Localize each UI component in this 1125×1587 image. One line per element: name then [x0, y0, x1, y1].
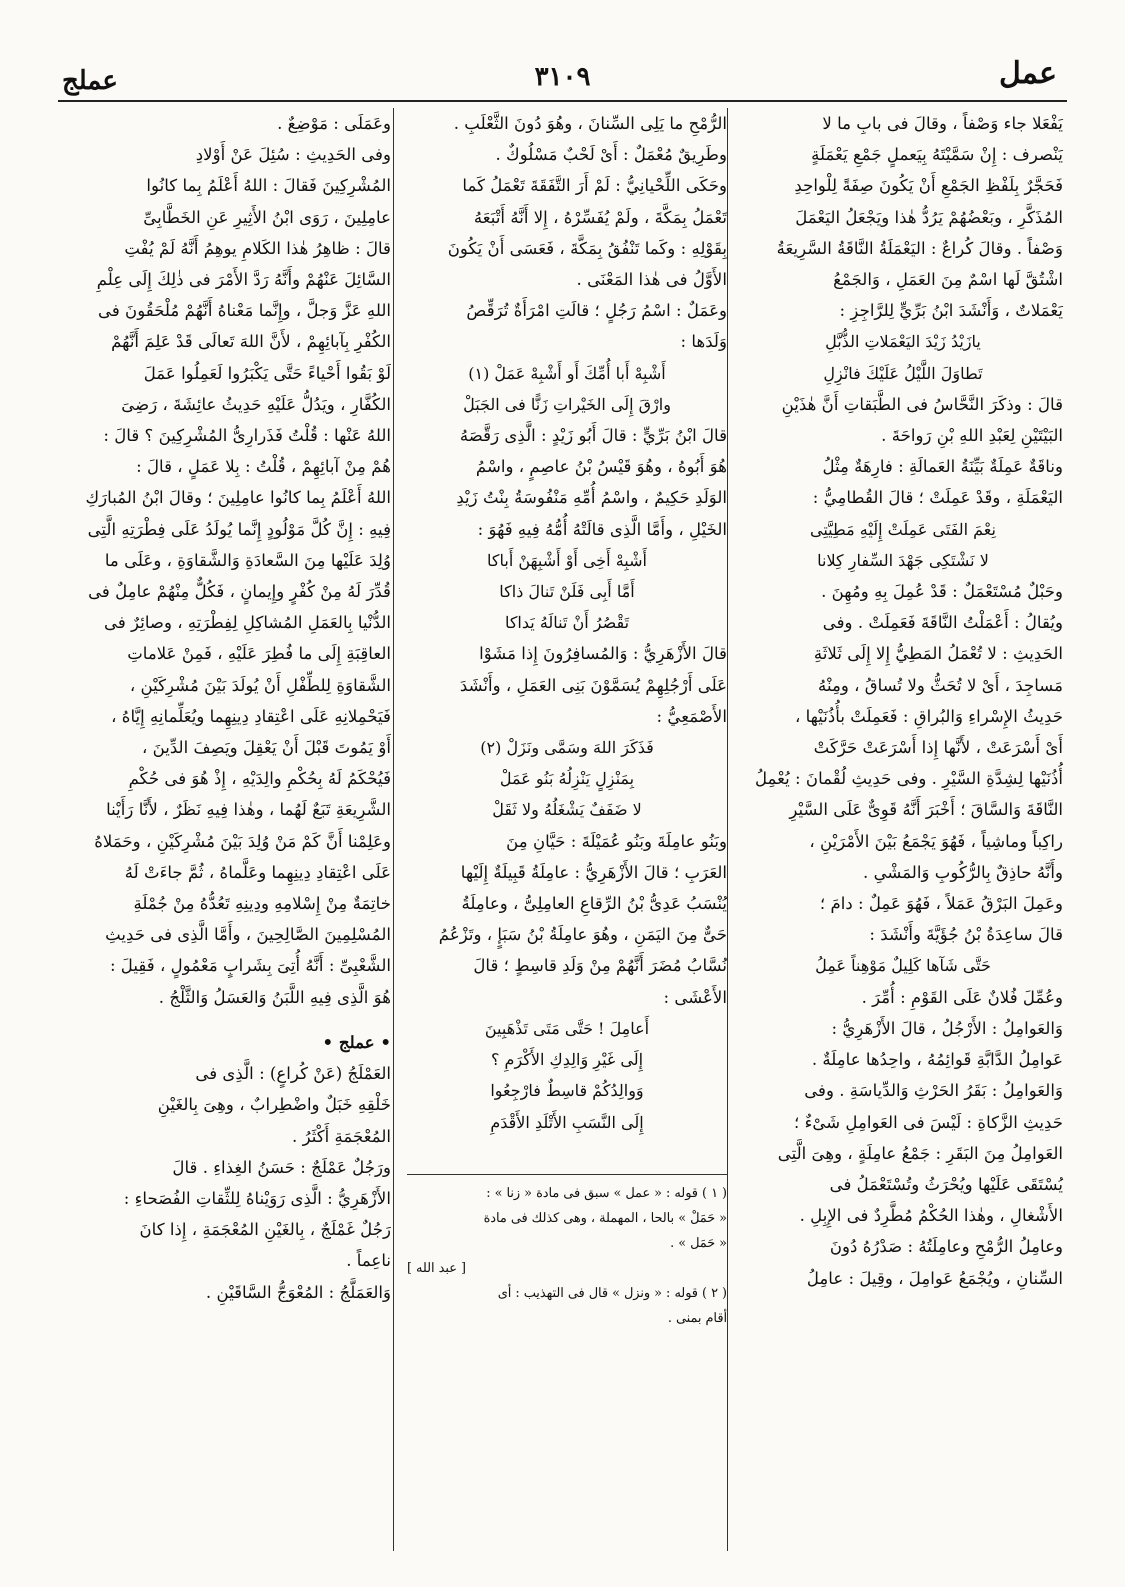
- text-line: وبَنُو عامِلَةَ وبَنُو عُمَيْلَةَ : حَيَّانِ مِنَ: [506, 831, 727, 851]
- text-line: أُذُنَيْها لِشِدَّةِ السَّيْرِ . وفى حَدِيثِ لُقْمانَ : يُعْمِلُ: [754, 769, 1063, 789]
- verse-line: أَعامِلَ ! حَتَّى مَتَى تَذْهَبِينَ: [484, 1018, 650, 1038]
- text-line: المُسْلِمِينَ الصَّالِحِينَ ، وأَمَّا الَّذِى فى حَدِيثِ: [105, 925, 391, 945]
- text-line: حَدِيثِ الزَّكاةِ : لَيْسَ فى العَوامِلِ شَىْءٌ ؛: [794, 1112, 1063, 1132]
- text-line: هُوَ أَبُوهُ ، وهُوَ قَيْسُ بْنُ عاصِمٍ ، واسْمُ: [475, 457, 727, 477]
- text-line: يَعْمَلاتٌ ، وَأَنْشَدَ ابْنُ بَرِّيٍّ لِلرَّاجِزِ :: [839, 301, 1063, 321]
- header-rule: [58, 100, 1067, 102]
- text-line: حَدِيثُ الإِسْراءِ وَالبُراقِ : فَعَمِلَتْ بأُذُنَيْها ،: [794, 706, 1063, 726]
- verse-line: وَوالِدُكُمْ قاسِطٌ فارْجِعُوا: [490, 1081, 644, 1101]
- text-line: وعَمَلٌ : اسْمُ رَجُلٍ ؛ قالَتِ امْرَأَةٌ تُرَقِّصُ: [466, 301, 727, 321]
- text-line: اليَعْمَلَةِ ، وقَدْ عَمِلَتْ ؛ قالَ القُطامِيُّ :: [812, 488, 1063, 508]
- text-line: عَلَى اعْتِقادِ دِينِهِما وعَلَّماهُ ، ثُمَّ جاءَتْ لَهُ: [124, 862, 391, 882]
- text-line: الحَدِيثِ : لا تُعْمَلُ المَطِيُّ إِلا إِلَى ثَلاثَةِ: [813, 644, 1063, 664]
- entry-headword: • عملج •: [322, 1031, 391, 1052]
- text-line: حَىٌّ مِنَ اليَمَنِ ، وهُوَ عامِلَةُ بْنُ سَبَإٍ ، وتَزْعُمُ: [438, 925, 727, 945]
- text-line: وناقَةٌ عَمِلَةٌ بَيِّنَةُ العَمالَةِ : فارِهَةٌ مِثْلُ: [822, 457, 1063, 477]
- column-divider: [727, 108, 728, 1551]
- verse-line: تَقْصُرُ أَنْ تَنالَهُ يَداكا: [504, 613, 630, 633]
- verse-line: لا ضَفَفٌ يَشْغَلُهُ ولا ثَقَلْ: [492, 800, 642, 820]
- page-header: [40, 52, 1085, 102]
- verse-line: أَشْبِهْ أَخِى أَوْ أَشْبِهَنْ أَباكا: [487, 550, 647, 570]
- text-column-right: [743, 108, 1063, 1557]
- text-line: قالَ الأَزْهَرِيُّ : وَالمُسافِرُونَ إِذا مَشَوْا: [479, 644, 727, 664]
- text-line: وفى الحَدِيثِ : سُئِلَ عَنْ أَوْلادِ: [195, 145, 391, 165]
- text-line: رَجُلٌ غَمْلَجٌ ، بِالغَيْنِ المُعْجَمَةِ ، إِذا كانَ: [139, 1220, 391, 1240]
- running-headword-left: عملج: [62, 66, 118, 96]
- text-line: اشْتُقَّ لَها اسْمٌ مِنَ العَمَلِ ، وَالجَمْعُ: [833, 270, 1063, 290]
- text-line: خَلْقِهِ خَبَلٌ واضْطِرابٌ ، وهِىَ بِالغَيْنِ: [157, 1095, 391, 1115]
- text-line: فَيَحْمِلانِهِ عَلَى اعْتِقادِ دِينِهِما ويُعَلِّمانِهِ إِيَّاهُ ،: [111, 706, 391, 726]
- footnote-line: أقام بمنى .: [667, 1310, 727, 1326]
- verse-line: أَمَّا أَبِى فَلَنْ تَنالَ ذاكا: [499, 582, 635, 602]
- text-line: ورَجُلٌ عَمْلَجٌ : حَسَنُ الغِذاءِ . قالَ: [172, 1157, 391, 1177]
- text-line: النَّاقَةَ وَالسَّاقَ ؛ أَخْبَرَ أَنَّهُ قَوِىٌّ عَلَى السَّيْرِ: [789, 800, 1063, 820]
- text-line: البَيْتَيْنِ لِعَبْدِ اللهِ بْنِ رَواحَةَ .: [881, 426, 1063, 446]
- text-line: الشَّعْبِىِّ : أَنَّهُ أُتِىَ بِشَرابٍ مَعْمُولٍ ، فَقِيلَ :: [109, 956, 391, 976]
- text-line: راكِباً وماشِياً ، فَهُوَ يَجْمَعُ بَيْنَ الأَمْرَيْنِ ،: [809, 831, 1063, 851]
- text-line: عَلَى أَرْجُلِهِمْ يُسَمَّوْنَ بَنِى العَمَلِ ، وأَنْشَدَ: [459, 675, 727, 695]
- verse-line: فَذَكَرَ اللهَ وسَمَّى ونَزَلْ (٢): [480, 738, 654, 758]
- text-column-middle: [407, 108, 727, 1557]
- text-line: وحَبْلٌ مُسْتَعْمَلٌ : قَدْ عُمِلَ بِهِ ومُهِنَ .: [821, 582, 1063, 602]
- text-line: قالَ ساعِدَةُ بْنُ جُؤَيَّةَ وأَنْشَدَ :: [869, 925, 1063, 945]
- text-line: العَوامِلُ مِنَ البَقَرِ : جَمْعُ عامِلَةٍ ، وهِىَ الَّتِى: [777, 1143, 1063, 1163]
- text-line: خاتِمَةٌ مِنْ إِسْلامِهِ ودِينِهِ تَعُدُّهُ مِنْ جُمْلَةِ: [133, 894, 391, 914]
- verse-line: لا نَشْتَكِى جَهْدَ السِّفارِ كِلانا: [817, 550, 989, 570]
- column-divider: [393, 108, 394, 1551]
- text-line: وعَمَلَى : مَوْضِعٌ .: [277, 114, 391, 133]
- verse-line: حَتَّى شَآها كَلِيلٌ مَوْهِناً عَمِلُ: [815, 956, 991, 976]
- footnote-line: ( ١ ) قوله : « عمل » سبق فى مادة « زنا » :: [486, 1185, 727, 1201]
- text-line: يُسْتَقَى عَلَيْها ويُحْرَثُ وتُسْتَعْمَلُ فى: [829, 1174, 1063, 1194]
- verse-line: إِلَى النَّسَبِ الأَتْلَدِ الأَقْدَمِ: [490, 1112, 644, 1132]
- running-headword-right: عمل: [999, 56, 1057, 91]
- text-line: الأَزْهَرِيُّ : الَّذِى رَوَيْناهُ لِلثِّقاتِ الفُصَحاءِ :: [123, 1188, 391, 1208]
- text-line: الأَوَّلُ فى هٰذا المَعْنَى .: [576, 270, 727, 290]
- text-line: يُنْسَبُ عَدِىُّ بْنُ الرِّقاعِ العامِلِىُّ ، وعامِلَةُ: [461, 894, 727, 914]
- text-line: بِقَوْلِهِ : وكَما تَنْفُقُ بِمَكَّةَ ، فَعَسَى أَنْ يَكُونَ: [447, 238, 727, 258]
- text-line: ناعِماً .: [346, 1251, 391, 1271]
- text-line: يَفْعَلا جاء وَصْفاً ، وقالَ فى بابِ ما لا: [822, 114, 1063, 133]
- text-line: اللهُ أَعْلَمُ بِما كانُوا عامِلِينَ ؛ وقالَ ابْنُ المُبارَكِ: [85, 488, 391, 508]
- text-line: الأَصْمَعِيُّ :: [656, 706, 727, 726]
- text-line: قالَ ابْنُ بَرِّيٍّ : قالَ أَبُو زَيْدٍ : الَّذِى رَقَّصَهُ: [459, 426, 727, 446]
- text-line: نُسَّابُ مُضَرَ أَنَّهُمْ مِنْ وَلَدِ قاسِطٍ ؛ قالَ: [473, 956, 727, 976]
- text-line: عَوامِلُ الدَّابَّةِ قَوائِمُهُ ، واحِدُها عامِلَةٌ .: [811, 1050, 1063, 1070]
- text-line: وَالعَوامِلُ : الأَرْجُلُ ، قالَ الأَزْهَرِيُّ :: [831, 1018, 1063, 1038]
- text-line: المُشْرِكِينَ فَقالَ : اللهُ أَعْلَمُ بِما كانُوا: [146, 176, 391, 196]
- verse-line: أَشْبِهْ أَبا أُمِّكَ أَو أَشْبِهْ عَمَلْ (١): [468, 363, 666, 383]
- footnote-signature: [ عبد الله ]: [407, 1260, 466, 1276]
- footnote-line: « حَمَلْ » بالحا ، المهملة ، وهى كذلك فى مادة: [483, 1210, 727, 1226]
- text-line: هُمْ مِنْ آبائِهِمْ ، قُلْتُ : بِلا عَمَلٍ ، قالَ :: [136, 457, 391, 477]
- verse-line: يازَيْدُ زَيْدَ اليَعْمَلاتِ الذُّبَّلِ: [825, 332, 981, 352]
- text-line: وطَرِيقٌ مُعْمَلٌ : أَىْ لَحْبٌ مَسْلُوكٌ .: [495, 145, 727, 165]
- text-line: السِّنانِ ، ويُجْمَعُ عَوامِلَ ، وقِيلَ : عامِلُ: [806, 1268, 1063, 1288]
- text-line: العاقِبَةِ إِلَى ما فُطِرَ عَلَيْهِ ، فَمِنْ عَلاماتِ: [127, 644, 391, 664]
- text-line: الشَّقاوَةِ لِلطِّفْلِ أَنْ يُولَدَ بَيْنَ مُشْرِكَيْنِ ،: [129, 675, 391, 695]
- footnote-line: ( ٢ ) قوله : « ونزل » قال فى التهذيب : أى: [497, 1285, 727, 1301]
- verse-line: تَطاوَلَ اللَّيْلُ عَلَيْكَ فانْزِلِ: [823, 363, 983, 383]
- text-line: العَرَبِ ؛ قالَ الأَزْهَرِيُّ : عامِلَةُ قَبِيلَةٌ إِلَيْها: [460, 862, 727, 882]
- text-line: المُذَكَّرِ ، وبَعْضُهُمْ يَرُدُّ هٰذا ويَجْعَلُ اليَعْمَلَ: [795, 207, 1063, 227]
- verse-line: إِلَى غَيْرِ وَالِدِكِ الأَكْرَمِ ؟: [490, 1050, 644, 1070]
- text-line: وَالعَوامِلُ : بَقَرُ الحَرْثِ وَالدِّياسَةِ . وفى: [804, 1081, 1063, 1101]
- text-line: اللهُ عَنْها : قُلْتُ فَذَرارِىُّ المُشْرِكِينَ ؟ قالَ :: [103, 426, 391, 446]
- text-line: وُلِدَ عَلَيْها مِنَ السَّعادَةِ وَالشَّقاوَةِ ، وعَلَى ما: [104, 550, 391, 570]
- page-number: ٣١٠٩: [534, 62, 591, 92]
- text-line: وأَنَّهُ حاذِقٌ بِالرُّكُوبِ وَالمَشْىِ .: [863, 862, 1063, 882]
- text-line: وَصْفاً . وقالَ كُراعٌ : اليَعْمَلَةُ النَّاقَةُ السَّرِيعَةُ: [776, 238, 1063, 258]
- text-line: هُوَ الَّذِى فِيهِ اللَّبَنُ وَالعَسَلُ وَالثَّلْجُ .: [158, 987, 391, 1007]
- text-line: العَمْلَجُ (عَنْ كُراعٍ) : الَّذِى فى: [195, 1064, 391, 1084]
- text-line: يَنْصرف : إِنْ سَمَّيْتَهُ بِيَعملٍ جَمْعِ يَعْمَلَةٍ: [811, 145, 1063, 165]
- text-line: المُعْجَمَةِ أَكْثَرُ .: [292, 1126, 391, 1146]
- text-line: وحَكَى اللِّحْيانِيُّ : لَمْ أَرَ التَّفَقَةَ تَعْمَلُ كَما: [462, 176, 727, 196]
- footnotes: [407, 1174, 727, 1331]
- text-line: وَالعَمَلَّجُ : المُعْوَجُّ السَّاقَيْنِ .: [205, 1282, 391, 1302]
- text-line: اللهِ عَزَّ وَجلَّ ، وإِنَّما مَعْناهُ أَنَّهُمْ مُلْحَقُونَ فى: [98, 301, 391, 321]
- text-line: الأَعْشَى :: [663, 987, 727, 1007]
- text-line: وعامِلُ الرُّمْحِ وعامِلَتُهُ : صَدْرُهُ دُونَ: [829, 1237, 1063, 1257]
- text-line: لَوْ بَقُوا أَحْياءً حَتَّى يَكْبَرُوا لَعَمِلُوا عَمَلَ: [143, 363, 391, 383]
- text-line: الرُّمْحِ ما يَلِى السِّنانَ ، وهُوَ دُونَ الثَّعْلَبِ .: [453, 114, 727, 133]
- text-line: قُدِّرَ لَهُ مِنْ كُفْرٍ وإِيمانٍ ، فَكُلٌّ مِنْهُمْ عامِلٌ فى: [88, 582, 391, 602]
- text-line: الكُفْرِ بِآبائِهِمْ ، لأَنَّ اللهَ تَعالَى قَدْ عَلِمَ أَنَّهُمْ: [111, 332, 391, 352]
- text-line: الأَشْغالِ ، وهٰذا الحُكْمُ مُطَّرِدٌ فى الإِبِلِ .: [799, 1206, 1063, 1226]
- text-line: السَّائِلَ عَنْهُمْ وأَنَّهُ رَدَّ الأَمْرَ فى ذٰلِكَ إِلَى عِلْمِ: [96, 270, 391, 290]
- text-line: فَحَجَّرٌ بِلَفْظِ الجَمْعِ أَنْ يَكُونَ صِفَةً لِلْواحِدِ: [794, 176, 1063, 196]
- text-line: قالَ : وذكَرَ النَّحَّاسُ فى الطَّبَقاتِ أَنَّ هٰذَيْنِ: [781, 394, 1063, 414]
- text-line: وَلَدَها :: [680, 332, 727, 352]
- verse-line: وارْقَ إِلَى الخَيْراتِ زَنًّا فى الجَبَلْ: [463, 394, 671, 414]
- text-line: الدُّنْيا بِالعَمَلِ المُشاكِلِ لِفِطْرَتِهِ ، وصائِرٌ فى: [104, 613, 391, 633]
- text-line: مَساجِدَ ، أَىْ لا تُحَثُّ ولا تُساقُ ، ومِنْهُ: [818, 675, 1063, 695]
- text-line: وعَمِلَ البَرْقُ عَمَلاً ، فَهُوَ عَمِلٌ : دامَ ؛: [819, 894, 1063, 914]
- text-line: فَيُحْكَمُ لَهُ بِحُكْمِ والِدَيْهِ ، إِذْ هُوَ فى حُكْمِ: [128, 769, 391, 789]
- text-line: فِيهِ : إِنَّ كُلَّ مَوْلُودٍ إِنَّما يُولَدُ عَلَى فِطْرَتِهِ الَّتِى: [87, 519, 391, 539]
- text-line: قالَ : ظاهِرُ هٰذا الكَلامِ يوهِمُ أَنَّهُ لَمْ يُفْتِ: [124, 238, 391, 258]
- verse-line: نِعْمَ الفَتَى عَمِلَتْ إِلَيْهِ مَطِيَّتِى: [810, 519, 996, 539]
- text-line: عامِلِينَ ، رَوَى ابْنُ الأَثِيرِ عَنِ الخَطَّابِىِّ: [143, 207, 391, 227]
- text-line: وعُمِّلَ فُلانٌ عَلَى القَوْمِ : أُمِّرَ .: [861, 987, 1063, 1007]
- text-line: أَوْ يَمُوتَ قَبْلَ أَنْ يَعْقِلَ ويَصِفَ الدِّينَ ،: [141, 738, 391, 758]
- footnote-line: « حَمَل » .: [670, 1235, 727, 1251]
- text-line: الوَلَدِ حَكِيمٌ ، واسْمُ أُمِّهِ مَنْفُوسَةُ بِنْتُ زَيْدِ: [456, 488, 727, 508]
- verse-line: بِمَنْزِلٍ يَنْزِلُهُ بَنُو عَمَلْ: [499, 769, 635, 789]
- text-column-left: [71, 108, 391, 1557]
- text-line: الشَّرِيعَةِ تَبَعٌ لَهُما ، وهٰذا فِيهِ نَظَرٌ ، لأَنَّا رَأَيْنا: [106, 800, 391, 820]
- text-line: أَىْ أَسْرَعَتْ ، لأَنَّها إِذا أَسْرَعَتْ حَرَّكَتْ: [813, 738, 1063, 758]
- text-line: الكُفَّارِ ، ويَدُلُّ عَلَيْهِ حَدِيثُ عائِشَةَ ، رَضِىَ: [121, 394, 391, 414]
- text-line: الخَيْلِ ، وأَمَّا الَّذِى قالَتْهُ أُمُّهُ فِيهِ فَهُوَ :: [477, 519, 727, 539]
- text-line: وعَلِمْنا أَنَّ كَمْ مَنْ وُلِدَ بَيْنَ مُشْرِكَيْنِ ، وحَمَلاهُ: [94, 831, 391, 851]
- text-line: ويُقالُ : أَعْمَلْتُ النَّاقَةَ فَعَمِلَتْ . وفى: [822, 613, 1063, 633]
- text-line: تَعْمَلُ بِمَكَّةَ ، ولَمْ يُفَسِّرْهُ ، إِلا أَنَّهُ أَتْبَعَهُ: [473, 207, 727, 227]
